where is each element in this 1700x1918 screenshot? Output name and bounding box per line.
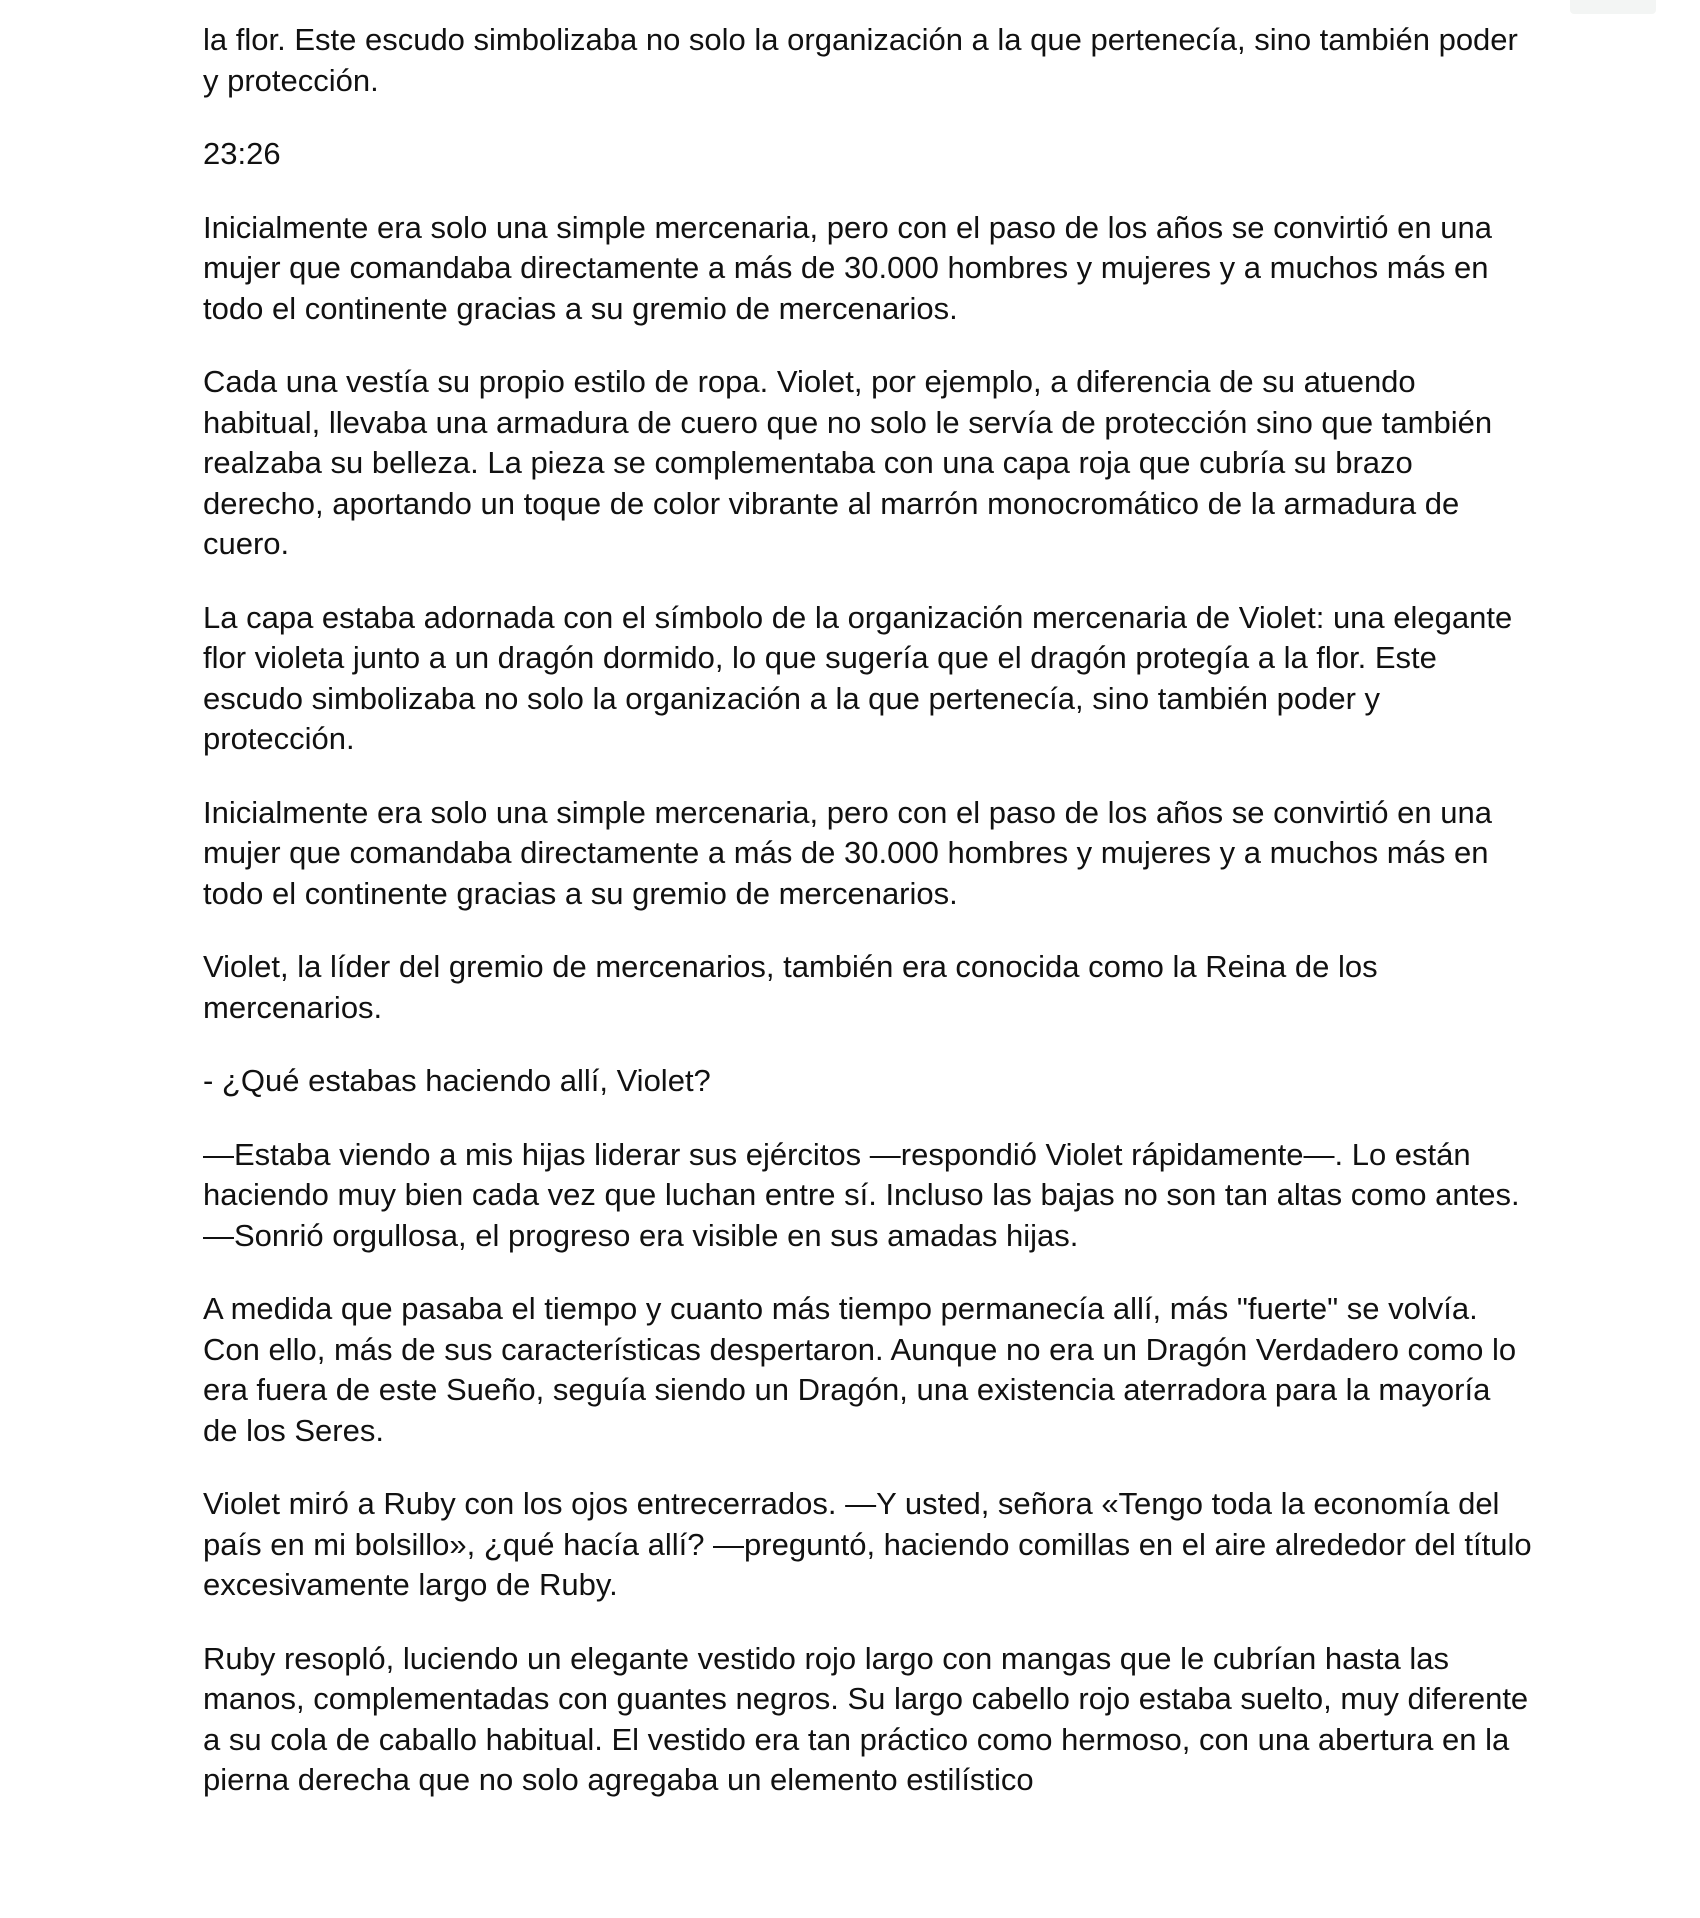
paragraph: A medida que pasaba el tiempo y cuanto más tiempo permanecía allí, más "fuerte" se volvía. Con ello, más de sus características despertaron. Aunque no era un Dragón Verdadero como lo era fuera de este Sueño, seguía siendo un Dragón, una existencia aterradora para la mayoría de los Seres. — [203, 1291, 1517, 1448]
timestamp-line: 23:26 — [203, 136, 281, 171]
document-body — [203, 20, 1533, 1834]
paragraph: Inicialmente era solo una simple mercenaria, pero con el paso de los años se convirtió en una mujer que comandaba directamente a más de 30.000 hombres y mujeres y a muchos más en todo el continente gracias a su gremio de mercenarios. — [203, 794, 1492, 911]
page-corner-mark — [1570, 0, 1656, 14]
paragraph: Violet miró a Ruby con los ojos entrecerrados. —Y usted, señora «Tengo toda la economía del país en mi bolsillo», ¿qué hacía allí? —preguntó, haciendo comillas en el aire alrededor del título excesivamente largo de Ruby. — [203, 1486, 1532, 1602]
paragraph: Ruby resopló, luciendo un elegante vestido rojo largo con mangas que le cubrían hasta las manos, complementadas con guantes negros. Su largo cabello rojo estaba suelto, muy diferente a su cola de caballo habitual. El vestido era tan práctico como hermoso, con una abertura en la pierna derecha que no solo agregaba un elemento estilístico — [203, 1640, 1529, 1797]
paragraph: la flor. Este escudo simbolizaba no solo la organización a la que pertenecía, sino también poder y protección. — [203, 22, 1518, 98]
paragraph: Inicialmente era solo una simple mercenaria, pero con el paso de los años se convirtió en una mujer que comandaba directamente a más de 30.000 hombres y mujeres y a muchos más en todo el continente gracias a su gremio de mercenarios. — [203, 209, 1492, 326]
dialogue-line: - ¿Qué estabas haciendo allí, Violet? — [203, 1063, 711, 1098]
paragraph: Cada una vestía su propio estilo de ropa. Violet, por ejemplo, a diferencia de su atuendo habitual, llevaba una armadura de cuero que no solo le servía de protección sino que también realzaba su belleza. La pieza se complementaba con una capa roja que cubría su brazo derecho, aportando un toque de color vibrante al marrón monocromático de la armadura de cuero. — [203, 364, 1493, 561]
paragraph: Violet, la líder del gremio de mercenarios, también era conocida como la Reina de los mercenarios. — [203, 949, 1378, 1025]
paragraph: La capa estaba adornada con el símbolo de la organización mercenaria de Violet: una elegante flor violeta junto a un dragón dormido, lo que sugería que el dragón protegía a la flor. Este escudo simbolizaba no solo la organización a la que pertenecía, sino también poder y protección. — [203, 599, 1513, 756]
paragraph: —Estaba viendo a mis hijas liderar sus ejércitos —respondió Violet rápidamente—. Lo están haciendo muy bien cada vez que luchan entre sí. Incluso las bajas no son tan altas como antes. —Sonrió orgullosa, el progreso era visible en sus amadas hijas. — [203, 1136, 1520, 1253]
